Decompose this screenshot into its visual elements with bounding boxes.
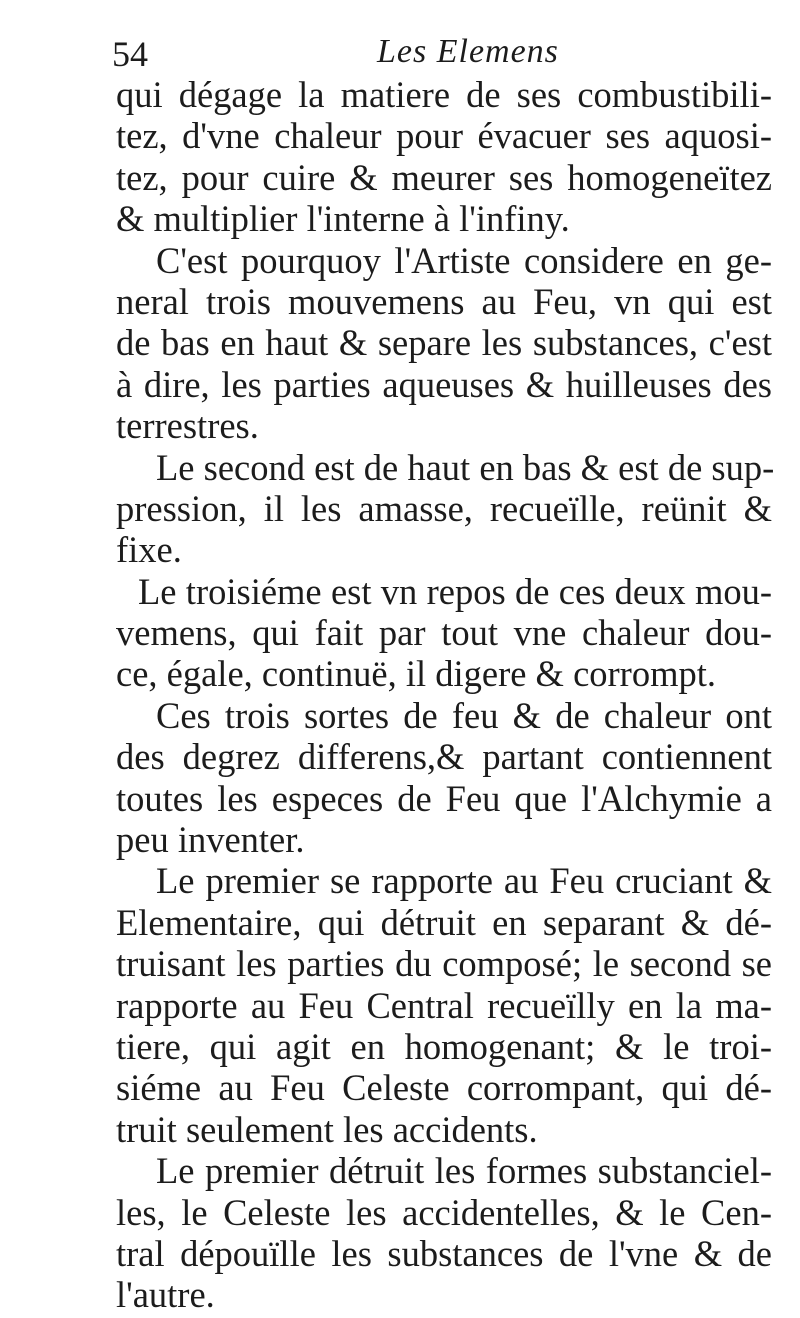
text-line: les, le Celeste les accidentelles, & le Cen-: [116, 1191, 772, 1233]
running-head: [112, 28, 772, 78]
text-line: vemens, qui fait par tout vne chaleur dou-: [116, 612, 772, 654]
text-line: terrestres.: [116, 405, 259, 447]
text-line: toutes les especes de Feu que l'Alchymie a: [116, 777, 772, 819]
text-line: siéme au Feu Celeste corrompant, qui dé-: [116, 1067, 772, 1109]
text-line: de bas en haut & separe les substances, c'est: [116, 322, 772, 364]
text-line: Elementaire, qui détruit en separant & dé-: [116, 901, 772, 943]
text-line: C'est pourquoy l'Artiste considere en ge-: [156, 239, 772, 281]
text-line: ce, égale, continuë, il digere & corrompt.: [116, 653, 716, 695]
body-text: [116, 74, 775, 1316]
text-line: Le premier détruit les formes substanciel-: [156, 1150, 772, 1192]
text-line: & multiplier l'interne à l'infiny.: [116, 198, 570, 240]
page-number: 54: [112, 34, 148, 74]
text-line: truit seulement les accidents.: [116, 1108, 538, 1150]
text-line: à dire, les parties aqueuses & huilleuses des: [116, 363, 772, 405]
text-line: tez, pour cuire & meurer ses homogeneïtez: [116, 156, 772, 198]
text-line: des degrez differens,& partant contiennent: [116, 736, 772, 778]
text-line: tiere, qui agit en homogenant; & le troi-: [116, 1025, 772, 1067]
running-title: Les Elemens: [377, 33, 559, 70]
text-line: rapporte au Feu Central recueïlly en la ma-: [116, 984, 772, 1026]
text-line: peu inventer.: [116, 819, 305, 861]
text-line: qui dégage la matiere de ses combustibili-: [116, 74, 772, 115]
text-line: pression, il les amasse, recueïlle, reünit &: [116, 487, 772, 529]
text-line: neral trois mouvemens au Feu, vn qui est: [116, 280, 772, 322]
text-line: Le premier se rapporte au Feu cruciant &: [156, 860, 772, 902]
text-line: fixe.: [116, 529, 182, 571]
text-line: l'autre.: [116, 1274, 215, 1316]
text-line: truisant les parties du composé; le second se: [116, 943, 772, 985]
text-line: tez, d'vne chaleur pour évacuer ses aquosi-: [116, 115, 772, 157]
text-line: Le second est de haut en bas & est de sup-: [156, 446, 775, 488]
text-line: tral dépouïlle les substances de l'vne & de: [116, 1232, 772, 1274]
text-line: Le troisiéme est vn repos de ces deux mou-: [138, 570, 772, 612]
text-line: Ces trois sortes de feu & de chaleur ont: [156, 694, 772, 736]
